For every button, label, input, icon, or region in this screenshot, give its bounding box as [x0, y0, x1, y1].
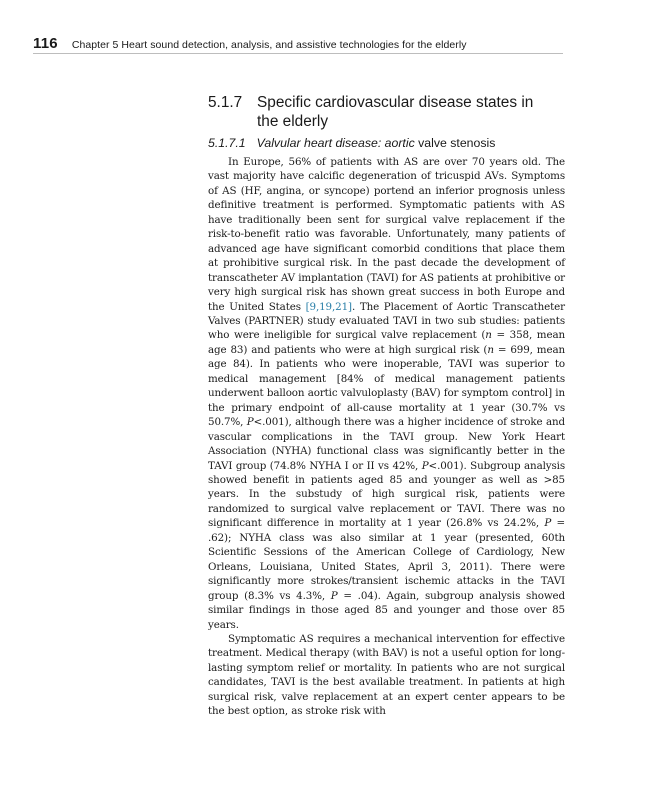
p1-text-h: = .04). Again, subgroup analysis showed similar findings in those aged 85 and younger and those over 85 years. [208, 589, 565, 631]
citation-link[interactable]: [9,19,21] [305, 300, 352, 313]
paragraph-1 [208, 155, 565, 632]
chapter-title: Chapter 5 Heart sound detection, analysis, and assistive technologies for the elderly [71, 39, 467, 51]
subsection-number: 5.1.7.1 [208, 136, 246, 150]
p1-text-f: <.001). Subgroup analysis showed benefit in patients aged 85 and younger as well as >85 years. In the substudy of high surgical risk, patients were randomized to surgical valve replacement or TAVI. There was no significant difference in mortality at 1 year (26.8% vs 24.2%, [208, 459, 565, 530]
subsection-heading [208, 135, 495, 151]
p-symbol: P [421, 459, 429, 472]
body-text [208, 155, 565, 719]
section-title-line1: Specific cardiovascular disease states in [257, 94, 534, 111]
page-number: 116 [33, 35, 58, 52]
n-symbol: n [485, 329, 492, 342]
section-heading [208, 93, 568, 131]
paragraph-2: Symptomatic AS requires a mechanical intervention for effective treatment. Medical therapy (with BAV) is not a useful option for long-lasting symptom relief or mortality. In patients who are not surgical candidates, TAVI is the best available treatment. In patients at high surgical risk, valve replacement at an expert center appears to be the best option, as stroke risk with [208, 632, 565, 718]
p-symbol: P [246, 416, 254, 429]
p1-text-b: . The Placement of Aortic Transcatheter Valves (PARTNER) study evaluated TAVI in two sub studies: patients who were ineligible for surgical valve replacement ( [208, 300, 565, 342]
p1-text-c: = 358, mean age 83) and patients who were at high surgical risk ( [208, 329, 565, 356]
p1-text-d: = 699, mean age 84). In patients who were inoperable, TAVI was superior to medical management [84% of medical management patients underwent balloon aortic valvuloplasty (BAV) for symptom control] in the primary endpoint of all-cause mortality at 1 year (30.7% vs 50.7%, [208, 343, 566, 429]
n-symbol: n [487, 343, 494, 356]
p1-text-a: In Europe, 56% of patients with AS are over 70 years old. The vast majority have calcific degeneration of tricuspid AVs. Symptoms of AS (HF, angina, or syncope) portend an inferior prognosis unless definitive treatment is performed. Symptomatic patients with AS have traditionally been sent for surgical valve replacement if the risk-to-benefit ratio was favorable. Unfortunately, many patients of advanced age have significant comorbid conditions that place them at prohibitive surgical risk. In the past decade the development of transcatheter AV implantation (TAVI) for AS patients at prohibitive or very high surgical risk has shown great success in both Europe and the United States [208, 156, 565, 313]
p1-text-e: <.001), although there was a higher incidence of stroke and vascular complications in the TAVI group. New York Heart Association (NYHA) functional class was significantly better in the TAVI group (74.8% NYHA I or II vs 42%, [208, 416, 565, 472]
p-symbol: P [330, 589, 338, 602]
running-head [33, 35, 563, 54]
p-symbol: P [544, 517, 552, 530]
subsection-title-rest: valve stenosis [414, 136, 496, 150]
section-title-line2: the elderly [257, 113, 329, 130]
section-number: 5.1.7 [208, 94, 243, 111]
subsection-title-italic: Valvular heart disease: aortic [256, 136, 415, 150]
p1-text-g: = .62); NYHA class was also similar at 1 year (presented, 60th Scientific Sessions of the American College of Cardiology, New Orleans, Louisiana, United States, April 3, 2011). There were significantly more strokes/transient ischemic attacks in the TAVI group (8.3% vs 4.3%, [208, 517, 565, 602]
